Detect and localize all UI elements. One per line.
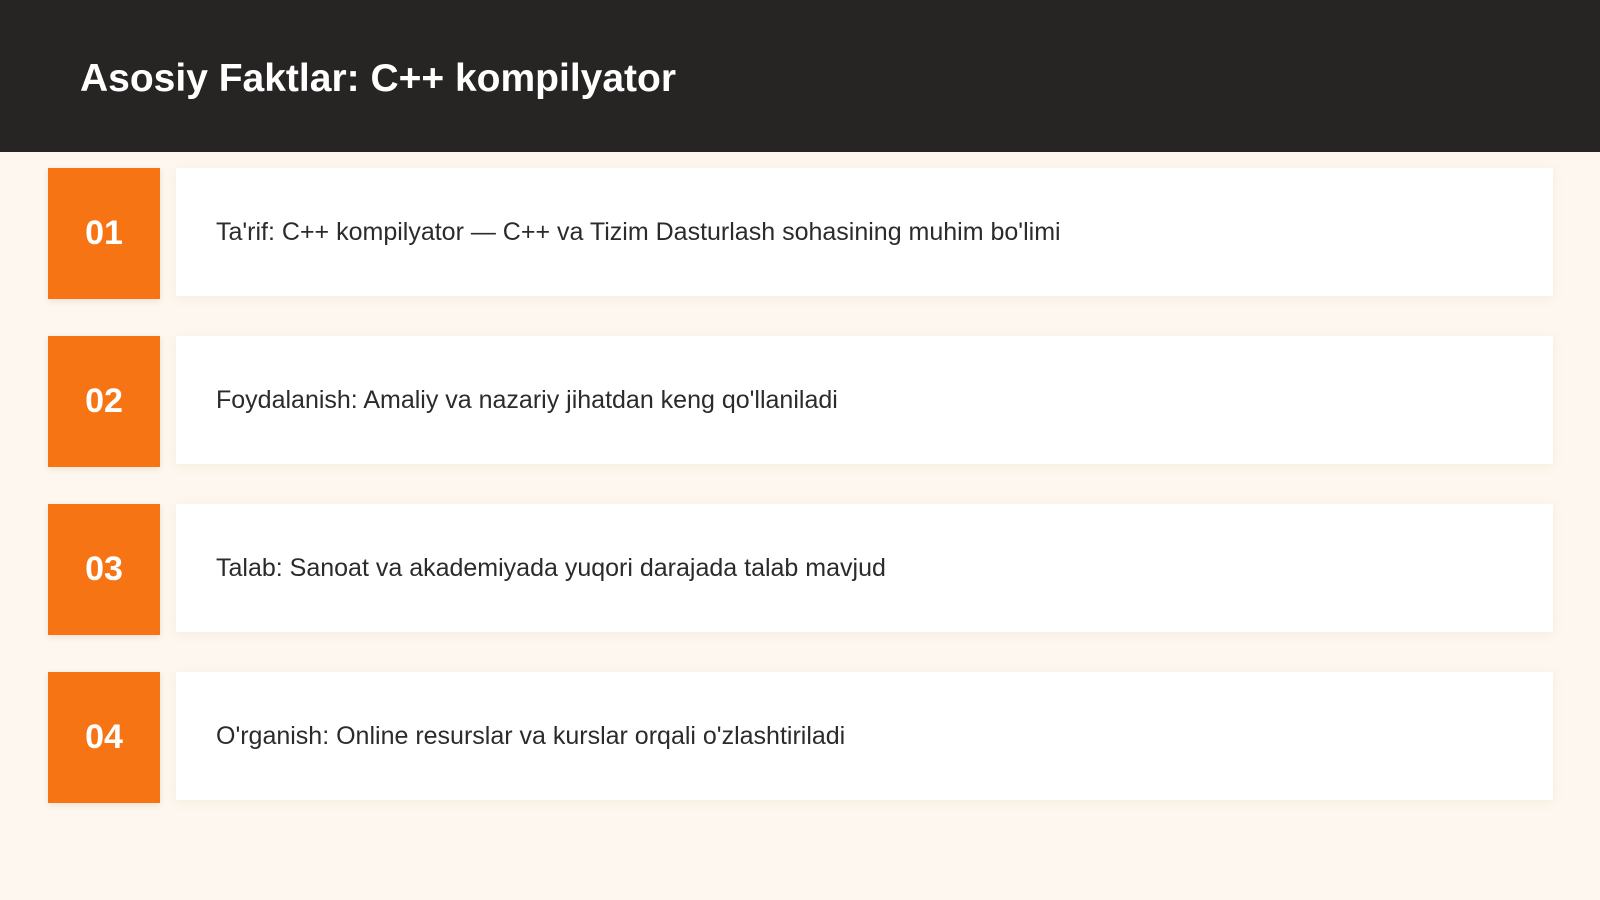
fact-text: Foydalanish: Amaliy va nazariy jihatdan keng qo'llaniladi: [216, 385, 838, 414]
fact-text: Talab: Sanoat va akademiyada yuqori darajada talab mavjud: [216, 553, 886, 582]
fact-item-1: [48, 168, 1553, 299]
fact-text: O'rganish: Online resurslar va kurslar orqali o'zlashtiriladi: [216, 721, 846, 750]
fact-card: [176, 168, 1553, 296]
facts-list: [48, 168, 1553, 840]
fact-number-badge: 04: [48, 672, 160, 803]
fact-card: [176, 336, 1553, 464]
fact-number-badge: 02: [48, 336, 160, 467]
fact-number-badge: 03: [48, 504, 160, 635]
fact-card: [176, 672, 1553, 800]
fact-number-badge: 01: [48, 168, 160, 299]
fact-card: [176, 504, 1553, 632]
slide-title: Asosiy Faktlar: C++ kompilyator: [80, 57, 677, 100]
fact-item-3: [48, 504, 1553, 635]
fact-text: Ta'rif: C++ kompilyator — C++ va Tizim Dasturlash sohasining muhim bo'limi: [216, 217, 1061, 246]
fact-item-2: [48, 336, 1553, 467]
header-bar: [0, 0, 1600, 152]
fact-item-4: [48, 672, 1553, 803]
